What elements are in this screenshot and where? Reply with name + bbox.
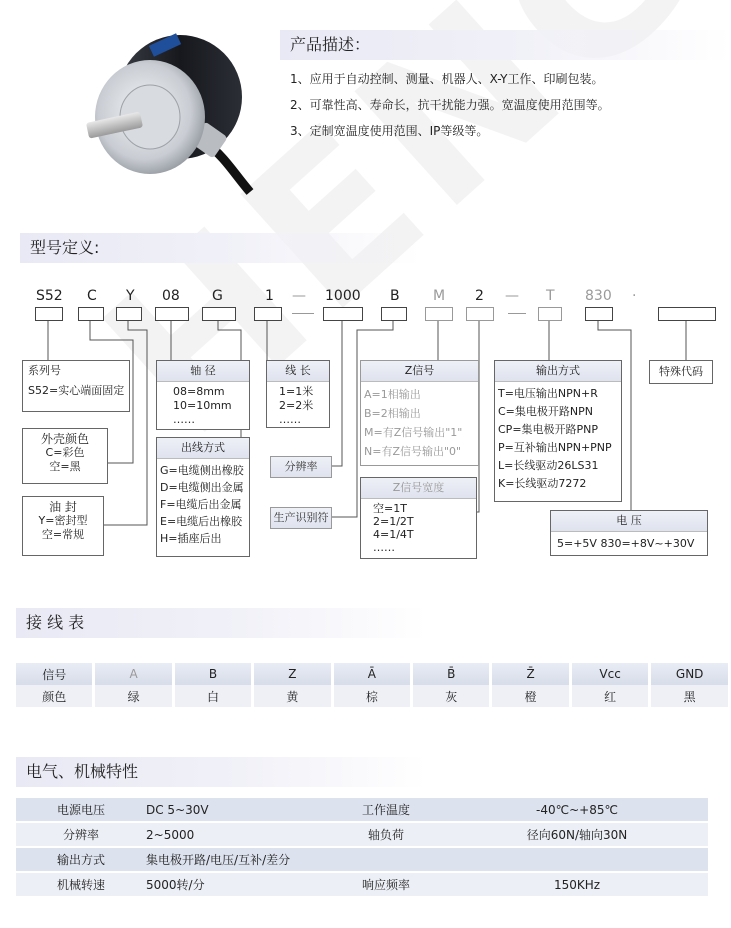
box-outlet-line-3: F=电缆后出金属 xyxy=(160,498,242,511)
description-item-3: 3、定制宽温度使用范围、IP等级等。 xyxy=(290,124,489,138)
box-outlet xyxy=(156,437,250,557)
box-output xyxy=(494,360,622,502)
box-zwidth-title: Z信号宽度 xyxy=(361,478,476,499)
label-resolution: 分辨率 xyxy=(270,456,332,478)
description-item-1: 1、应用于自动控制、测量、机器人、X-Y工作、印刷包装。 xyxy=(290,72,604,86)
box-shell-line-2: 空=黑 xyxy=(49,460,81,473)
wiring-cell: B̄ xyxy=(412,663,491,685)
specs-title: 电气、机械特性 xyxy=(16,757,426,787)
box-output-line-2: C=集电极开路NPN xyxy=(498,405,593,418)
box-zwidth-line-4: …… xyxy=(373,541,395,554)
code-shell: C xyxy=(87,288,97,304)
specs-cell: 轴负荷 xyxy=(326,822,446,847)
specs-cell: 电源电压 xyxy=(16,798,146,822)
specs-cell: 工作温度 xyxy=(326,798,446,822)
box-outlet-line-2: D=电缆侧出金属 xyxy=(160,481,244,494)
box-seal-line-1: Y=密封型 xyxy=(38,514,88,527)
box-shaft xyxy=(156,360,250,430)
box-cable-line-2: 2=2米 xyxy=(279,399,314,412)
box-cable-line-1: 1=1米 xyxy=(279,385,314,398)
box-outlet-line-1: G=电缆侧出橡胶 xyxy=(160,464,244,477)
specs-cell: 150KHz xyxy=(446,872,708,897)
wiring-cell: 颜色 xyxy=(16,685,94,707)
specs-cell: 5000转/分 xyxy=(146,872,326,897)
specs-cell xyxy=(446,847,708,872)
box-shaft-line-3: …… xyxy=(173,413,195,426)
box-zwidth xyxy=(360,477,477,559)
box-shaft-line-2: 10=10mm xyxy=(173,399,232,412)
box-zsignal-line-1: A=1相输出 xyxy=(364,388,421,401)
box-shell-title: 外壳颜色 xyxy=(40,432,89,446)
wiring-title: 接 线 表 xyxy=(16,608,426,638)
wiring-cell: 红 xyxy=(570,685,650,707)
box-outlet-line-4: E=电缆后出橡胶 xyxy=(160,515,243,528)
box-output-title: 输出方式 xyxy=(495,361,621,382)
code-zwidth: 2 xyxy=(475,288,484,304)
code-dot: · xyxy=(632,288,637,304)
description-item-2: 2、可靠性高、寿命长，抗干扰能力强。宽温度使用范围等。 xyxy=(290,98,610,112)
wiring-cell: 白 xyxy=(173,685,252,707)
specs-cell: 径向60N/轴向30N xyxy=(446,822,708,847)
box-series-line: S52=实心端面固定 xyxy=(28,384,125,397)
specs-cell: -40℃~+85℃ xyxy=(446,798,708,822)
box-cable-line-3: …… xyxy=(279,413,301,426)
code-zsignal: M xyxy=(433,288,446,304)
wiring-cell: Ā xyxy=(332,663,411,685)
wiring-cell: 灰 xyxy=(412,685,491,707)
wiring-row-signal xyxy=(16,663,730,685)
box-output-line-6: K=长线驱动7272 xyxy=(498,477,587,490)
box-shell xyxy=(22,428,108,484)
box-cable xyxy=(266,360,330,428)
box-voltage-line: 5=+5V 830=+8V~+30V xyxy=(557,537,695,550)
specs-cell: 响应频率 xyxy=(326,872,446,897)
box-output-line-3: CP=集电极开路PNP xyxy=(498,423,599,436)
code-dash-1: — xyxy=(292,288,306,304)
code-dash-2: — xyxy=(505,288,519,304)
label-producer: 生产识别符 xyxy=(270,507,332,529)
box-series-title: 系列号 xyxy=(28,364,61,377)
specs-row xyxy=(16,822,708,847)
code-cable: 1 xyxy=(265,288,274,304)
wiring-cell: GND xyxy=(650,663,730,685)
wiring-row-color xyxy=(16,685,730,707)
box-output-line-5: L=长线驱动26LS31 xyxy=(498,459,599,472)
wiring-table xyxy=(16,663,731,707)
box-seal-title: 油 封 xyxy=(49,500,77,514)
wiring-cell: 信号 xyxy=(16,663,94,685)
wiring-cell: 橙 xyxy=(491,685,570,707)
specs-cell xyxy=(326,847,446,872)
box-shaft-line-1: 08=8mm xyxy=(173,385,225,398)
code-producer: B xyxy=(390,288,400,304)
box-series xyxy=(22,360,130,412)
box-shaft-title: 轴 径 xyxy=(157,361,249,382)
code-shaft: 08 xyxy=(162,288,180,304)
code-output: T xyxy=(546,288,555,304)
specs-row xyxy=(16,798,708,822)
specs-cell: 机械转速 xyxy=(16,872,146,897)
box-zwidth-line-1: 空=1T xyxy=(373,502,407,515)
specs-cell: 集电极开路/电压/互补/差分 xyxy=(146,847,326,872)
wiring-cell: Vcc xyxy=(570,663,650,685)
wiring-cell: A xyxy=(94,663,173,685)
box-zsignal-line-3: M=有Z信号输出"1" xyxy=(364,426,463,439)
model-title: 型号定义: xyxy=(20,233,420,263)
box-zwidth-line-2: 2=1/2T xyxy=(373,515,414,528)
wiring-cell: Z xyxy=(253,663,332,685)
box-zsignal-line-2: B=2相输出 xyxy=(364,407,421,420)
box-output-line-4: P=互补输出NPN+PNP xyxy=(498,441,612,454)
box-voltage xyxy=(550,510,708,556)
wiring-cell: 绿 xyxy=(94,685,173,707)
box-special-title: 特殊代码 xyxy=(659,365,703,378)
box-outlet-title: 出线方式 xyxy=(157,438,249,459)
box-cable-title: 线 长 xyxy=(267,361,329,382)
code-series: S52 xyxy=(36,288,63,304)
box-seal-line-2: 空=常规 xyxy=(41,528,85,541)
box-voltage-title: 电 压 xyxy=(551,511,707,532)
box-shell-line-1: C=彩色 xyxy=(45,446,85,459)
code-voltage: 830 xyxy=(585,288,612,304)
box-outlet-line-5: H=插座后出 xyxy=(160,532,222,545)
box-zsignal-title: Z信号 xyxy=(361,361,478,382)
specs-cell: 输出方式 xyxy=(16,847,146,872)
box-zsignal-line-4: N=有Z信号输出"0" xyxy=(364,445,462,458)
code-resolution: 1000 xyxy=(325,288,361,304)
specs-cell: 分辨率 xyxy=(16,822,146,847)
specs-cell: 2~5000 xyxy=(146,822,326,847)
wiring-cell: 棕 xyxy=(332,685,411,707)
box-special xyxy=(649,360,713,384)
code-outlet: G xyxy=(212,288,223,304)
specs-row xyxy=(16,847,708,872)
wiring-cell: Z̄ xyxy=(491,663,570,685)
description-title: 产品描述： xyxy=(280,30,730,60)
specs-table xyxy=(16,798,708,898)
code-seal: Y xyxy=(126,288,135,304)
box-zwidth-line-3: 4=1/4T xyxy=(373,528,414,541)
wiring-cell: 黄 xyxy=(253,685,332,707)
box-output-line-1: T=电压输出NPN+R xyxy=(498,387,598,400)
specs-row xyxy=(16,872,708,897)
specs-cell: DC 5~30V xyxy=(146,798,326,822)
box-zsignal xyxy=(360,360,479,466)
box-seal xyxy=(22,496,104,556)
wiring-cell: 黑 xyxy=(650,685,730,707)
wiring-cell: B xyxy=(173,663,252,685)
